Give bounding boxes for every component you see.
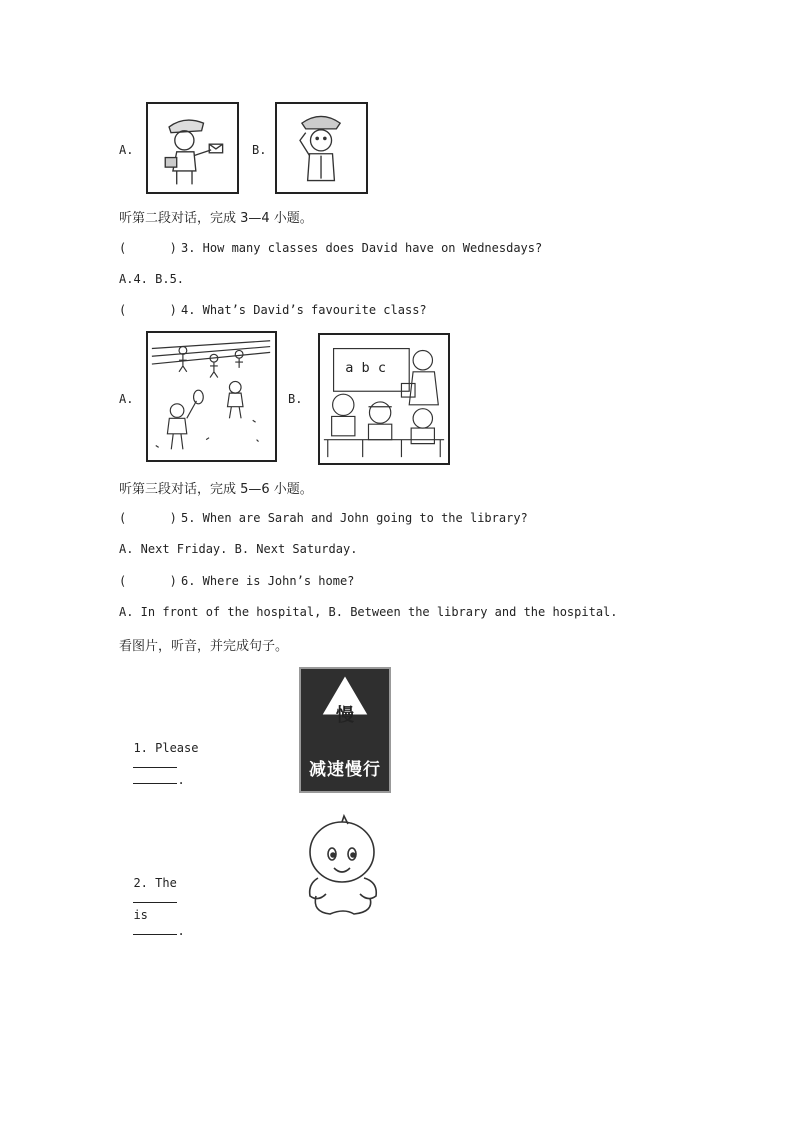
- sentence-1-end: .: [177, 773, 185, 787]
- image-postman: [146, 102, 239, 194]
- section-4-heading: 看图片，听音，并完成句子。: [119, 639, 289, 654]
- q4-question: 4. What’s David’s favourite class?: [181, 303, 427, 317]
- q6-question: 6. Where is John’s home?: [181, 574, 355, 588]
- sentence-1: [119, 724, 198, 788]
- q5-question: 5. When are Sarah and John going to the library?: [181, 511, 528, 525]
- sentence-1-blank-1[interactable]: [133, 756, 177, 768]
- sentence-2-blank-1[interactable]: [133, 891, 177, 903]
- image-pe-class: [146, 331, 277, 462]
- image-english-class: [318, 333, 450, 465]
- slow-down-road-sign: [299, 667, 391, 793]
- q5-answer-paren: ( ): [119, 511, 177, 525]
- sentence-2-prefix: 2. The: [133, 876, 177, 890]
- q6-options: A. In front of the hospital, B. Between the library and the hospital.: [119, 605, 618, 619]
- image-police-officer: [275, 102, 368, 194]
- sign-symbol: 慢: [336, 705, 354, 726]
- q4-option-b-label: B.: [288, 392, 303, 406]
- section-2-heading: 听第二段对话，完成 3—4 小题。: [119, 211, 313, 226]
- sentence-2-end: .: [177, 924, 185, 938]
- sentence-1-blank-2[interactable]: [133, 772, 177, 784]
- q4-option-a-label: A.: [119, 392, 134, 406]
- sentence-2-mid: is: [133, 908, 148, 922]
- q3-answer-paren: ( ): [119, 241, 177, 255]
- q3-options: A.4. B.5.: [119, 272, 185, 286]
- sentence-1-prefix: 1. Please: [133, 741, 199, 755]
- sign-caption: 减速慢行: [309, 760, 381, 780]
- q6-answer-paren: ( ): [119, 574, 177, 588]
- q3-question: 3. How many classes does David have on Wednesdays?: [181, 241, 543, 255]
- sentence-2-blank-2[interactable]: [133, 923, 177, 935]
- option-a-label: A.: [119, 143, 134, 157]
- option-b-label: B.: [252, 143, 267, 157]
- sentence-2: [119, 859, 185, 939]
- board-text: a b c: [345, 359, 387, 376]
- q5-options: A. Next Friday. B. Next Saturday.: [119, 542, 358, 556]
- q4-answer-paren: ( ): [119, 303, 177, 317]
- section-3-heading: 听第三段对话，完成 5—6 小题。: [119, 482, 313, 497]
- image-baby: [298, 812, 390, 918]
